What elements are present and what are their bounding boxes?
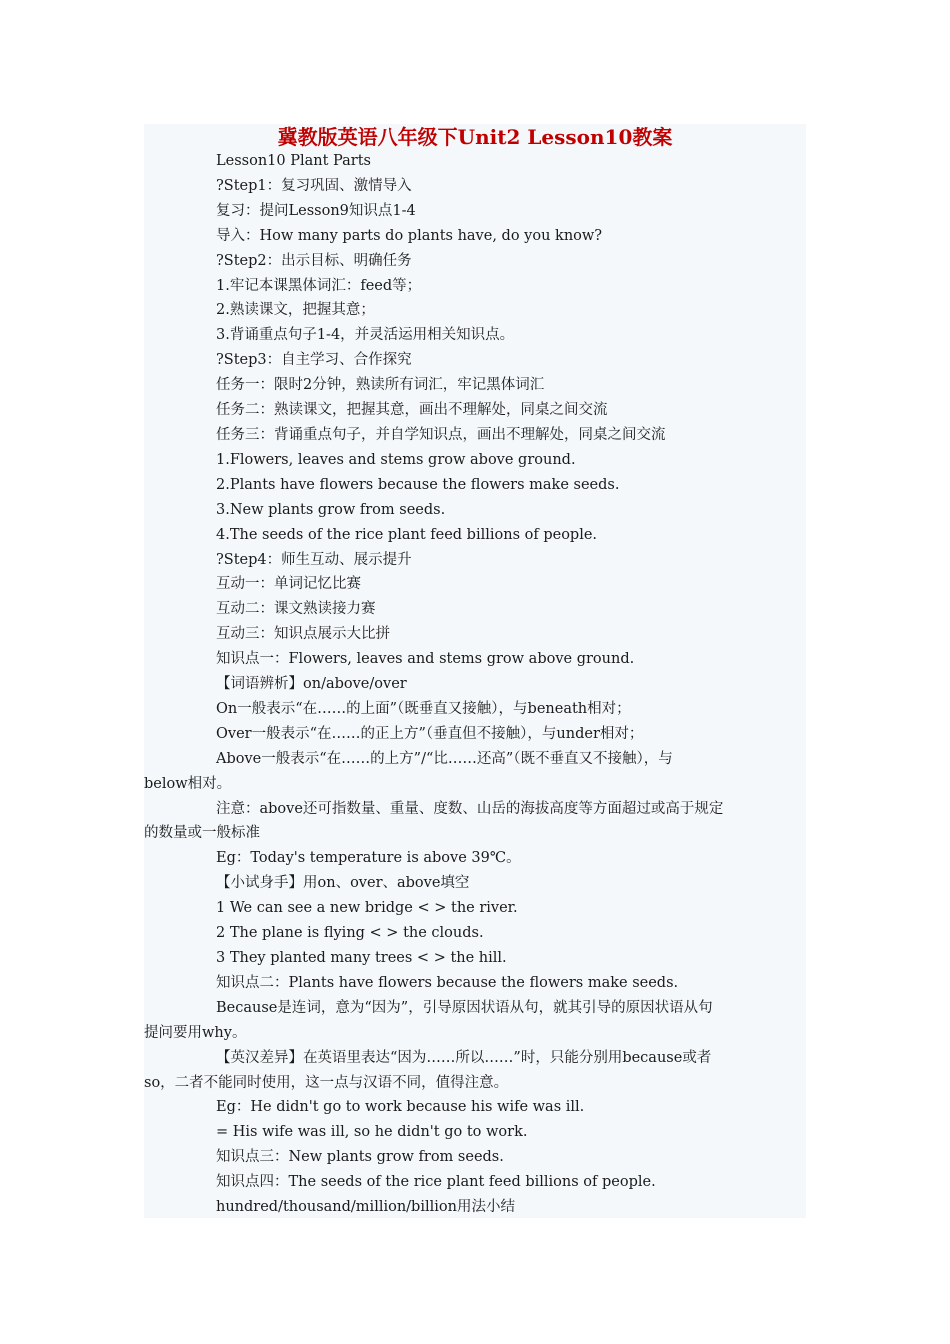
- text-line: 任务一：限时2分钟，熟读所有词汇，牢记黑体词汇: [216, 377, 545, 394]
- text-line: 【小试身手】用on、over、above填空: [216, 875, 470, 892]
- text-line: Above一般表示“在……的上方”/“比……还高”（既不垂直又不接触），与: [216, 750, 673, 767]
- document-body: [144, 149, 806, 1220]
- text-line: 互动二：课文熟读接力赛: [216, 601, 376, 618]
- text-line: 1 We can see a new bridge < > the river.: [216, 900, 518, 917]
- text-line: 任务三：背诵重点句子，并自学知识点，画出不理解处，同桌之间交流: [216, 426, 666, 443]
- text-line: Eg：He didn't go to work because his wife was ill.: [216, 1099, 585, 1116]
- text-line: ?Step1：复习巩固、激情导入: [216, 177, 412, 194]
- text-line: 3.New plants grow from seeds.: [216, 501, 446, 518]
- text-line: ?Step3：自主学习、合作探究: [216, 352, 412, 369]
- text-line: 【词语辨析】on/above/over: [216, 676, 407, 693]
- text-line: 3.背诵重点句子1-4，并灵活运用相关知识点。: [216, 327, 515, 344]
- text-line: 3 They planted many trees < > the hill.: [216, 950, 507, 966]
- text-line: ?Step4：师生互动、展示提升: [216, 551, 412, 568]
- text-line: 的数量或一般标准: [144, 825, 260, 842]
- text-line: 复习：提问Lesson9知识点1-4: [216, 202, 416, 219]
- text-line: 知识点三：New plants grow from seeds.: [216, 1149, 504, 1166]
- text-line: 2.熟读课文，把握其意；: [216, 302, 375, 319]
- text-line: 2 The plane is flying < > the clouds.: [216, 925, 484, 942]
- text-line: Because是连词，意为“因为”，引导原因状语从句，就其引导的原因状语从句: [216, 999, 713, 1016]
- text-line: 4.The seeds of the rice plant feed billions of people.: [216, 526, 598, 543]
- text-line: 互动三：知识点展示大比拼: [216, 626, 390, 643]
- text-line: 知识点四：The seeds of the rice plant feed billions of people.: [216, 1174, 656, 1191]
- text-line: 提问要用why。: [144, 1024, 247, 1041]
- text-line: 任务二：熟读课文，把握其意，画出不理解处，同桌之间交流: [216, 402, 608, 419]
- text-line: 2.Plants have flowers because the flowers make seeds.: [216, 476, 620, 493]
- text-line: ?Step2：出示目标、明确任务: [216, 252, 412, 269]
- document-title: 冀教版英语八年级下Unit2 Lesson10教案: [277, 125, 673, 149]
- text-line: 导入：How many parts do plants have, do you know?: [216, 227, 603, 244]
- text-line: 【英汉差异】在英语里表达“因为……所以……”时，只能分别用because或者: [216, 1049, 712, 1066]
- text-line: Lesson10 Plant Parts: [216, 153, 371, 169]
- text-line: below相对。: [144, 775, 232, 792]
- text-line: 知识点二：Plants have flowers because the flowers make seeds.: [216, 974, 679, 991]
- text-line: 互动一：单词记忆比赛: [216, 576, 361, 593]
- text-line: On一般表示“在……的上面”（既垂直又接触），与beneath相对；: [216, 700, 631, 717]
- text-line: Eg：Today's temperature is above 39℃。: [216, 850, 521, 867]
- text-line: 1.Flowers, leaves and stems grow above ground.: [216, 451, 576, 468]
- text-line: Over一般表示“在……的正上方”（垂直但不接触），与under相对；: [216, 725, 644, 742]
- text-line: hundred/thousand/million/billion用法小结: [216, 1199, 515, 1216]
- text-line: 注意：above还可指数量、重量、度数、山岳的海拔高度等方面超过或高于规定: [216, 800, 724, 817]
- text-line: = His wife was ill, so he didn't go to work.: [216, 1124, 528, 1141]
- text-line: 1.牢记本课黑体词汇：feed等；: [216, 277, 422, 294]
- text-line: so，二者不能同时使用，这一点与汉语不同，值得注意。: [144, 1074, 509, 1091]
- text-line: 知识点一：Flowers, leaves and stems grow above ground.: [216, 651, 635, 668]
